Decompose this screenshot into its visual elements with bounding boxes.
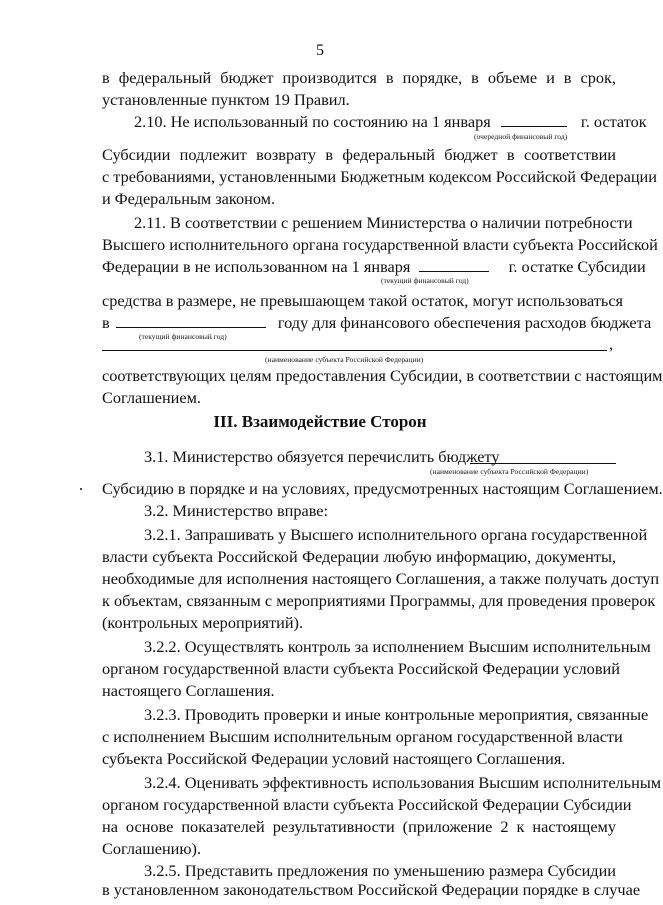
text-line: и Федеральным законом. <box>102 189 276 208</box>
caption-subject-name: (наименование субъекта Российской Федерации) <box>430 467 589 476</box>
caption-next-fin-year: (очередной финансовый год) <box>474 132 568 141</box>
text-line: с исполнением Высшим исполнительным органом государственной власти <box>102 727 623 746</box>
subject-name-blank <box>470 463 616 464</box>
text-fragment: в <box>102 313 110 332</box>
caption-current-fin-year: (текущий финансовый год) <box>139 332 227 341</box>
year-blank <box>116 313 266 328</box>
year-blank <box>419 257 489 272</box>
text-line: Соглашению). <box>102 839 202 858</box>
text-line: настоящего Соглашения. <box>102 681 275 700</box>
text-line: соответствующих целям предоставления Субсидии, в соответствии с настоящим <box>102 366 663 385</box>
text-line: органом государственной власти субъекта Российской Федерации условий <box>102 659 620 678</box>
text-fragment: г. остаток <box>580 112 647 131</box>
text-line: 3.2.5. Представить предложения по уменьшению размера Субсидии <box>144 861 616 880</box>
subject-name-blank <box>102 350 607 351</box>
scan-speck <box>80 488 82 490</box>
text-line: 3.2.1. Запрашивать у Высшего исполнительного органа государственной <box>144 525 648 544</box>
text-line: Соглашением. <box>102 388 201 407</box>
clause-2-11-line <box>102 257 646 277</box>
text-line: Субсидии подлежит возврату в федеральный бюджет в соответствии <box>102 145 616 164</box>
text-line: 3.2.3. Проводить проверки и иные контрольные мероприятия, связанные <box>144 705 649 724</box>
year-blank <box>501 112 567 127</box>
text-fragment: 2.10. Не использованный по состоянию на 1 января <box>134 112 491 131</box>
text-fragment: 3.1. Министерство обязуется перечислить бюджету <box>144 447 500 466</box>
text-fragment: году для финансового обеспечения расходов бюджета <box>277 313 652 332</box>
caption-current-fin-year: (текущий финансовый год) <box>381 276 469 285</box>
text-line: 2.11. В соответствии с решением Министерства о наличии потребности <box>134 213 633 232</box>
text-line: необходимые для исполнения настоящего Соглашения, а также получать доступ <box>102 569 660 588</box>
clause-2-11-year-line <box>102 313 652 333</box>
text-line: с требованиями, установленными Бюджетным кодексом Российской Федерации <box>102 167 657 186</box>
text-line: средства в размере, не превышающем такой остаток, могут использоваться <box>102 291 624 310</box>
text-line: Субсидию в порядке и на условиях, предусмотренных настоящим Соглашением. <box>102 479 663 498</box>
clause-3-1-line <box>144 447 616 467</box>
comma: , <box>609 334 614 353</box>
text-fragment: г. остатке Субсидии <box>508 257 646 276</box>
text-line: в федеральный бюджет производится в порядке, в объеме и в срок, <box>102 68 616 87</box>
text-line: 3.2. Министерство вправе: <box>144 501 329 520</box>
text-line: 3.2.4. Оценивать эффективность использования Высшим исполнительным <box>144 773 662 792</box>
text-line: к объектам, связанным с мероприятиями Программы, для проведения проверок <box>102 591 656 610</box>
text-line: 3.2.2. Осуществлять контроль за исполнением Высшим исполнительным <box>144 637 651 656</box>
text-line: Высшего исполнительного органа государственной власти субъекта Российской <box>102 235 658 254</box>
text-line: субъекта Российской Федерации условий настоящего Соглашения. <box>102 749 566 768</box>
section-heading: III. Взаимодействие Сторон <box>213 412 427 431</box>
text-line: установленные пунктом 19 Правил. <box>102 90 350 109</box>
clause-2-10-line <box>134 112 647 132</box>
page-number: 5 <box>316 42 324 59</box>
text-line: в установленном законодательством Российской Федерации порядке в случае <box>102 880 641 899</box>
text-line: (контрольных мероприятий). <box>102 613 304 632</box>
text-line: органом государственной власти субъекта Российской Федерации Субсидии <box>102 795 632 814</box>
text-fragment: Федерации в не использованном на 1 января <box>102 257 411 276</box>
text-line: на основе показателей результативности (приложение 2 к настоящему <box>102 817 616 836</box>
caption-subject-name: (наименование субъекта Российской Федерации) <box>265 355 424 364</box>
text-line: власти субъекта Российской Федерации любую информацию, документы, <box>102 547 616 566</box>
